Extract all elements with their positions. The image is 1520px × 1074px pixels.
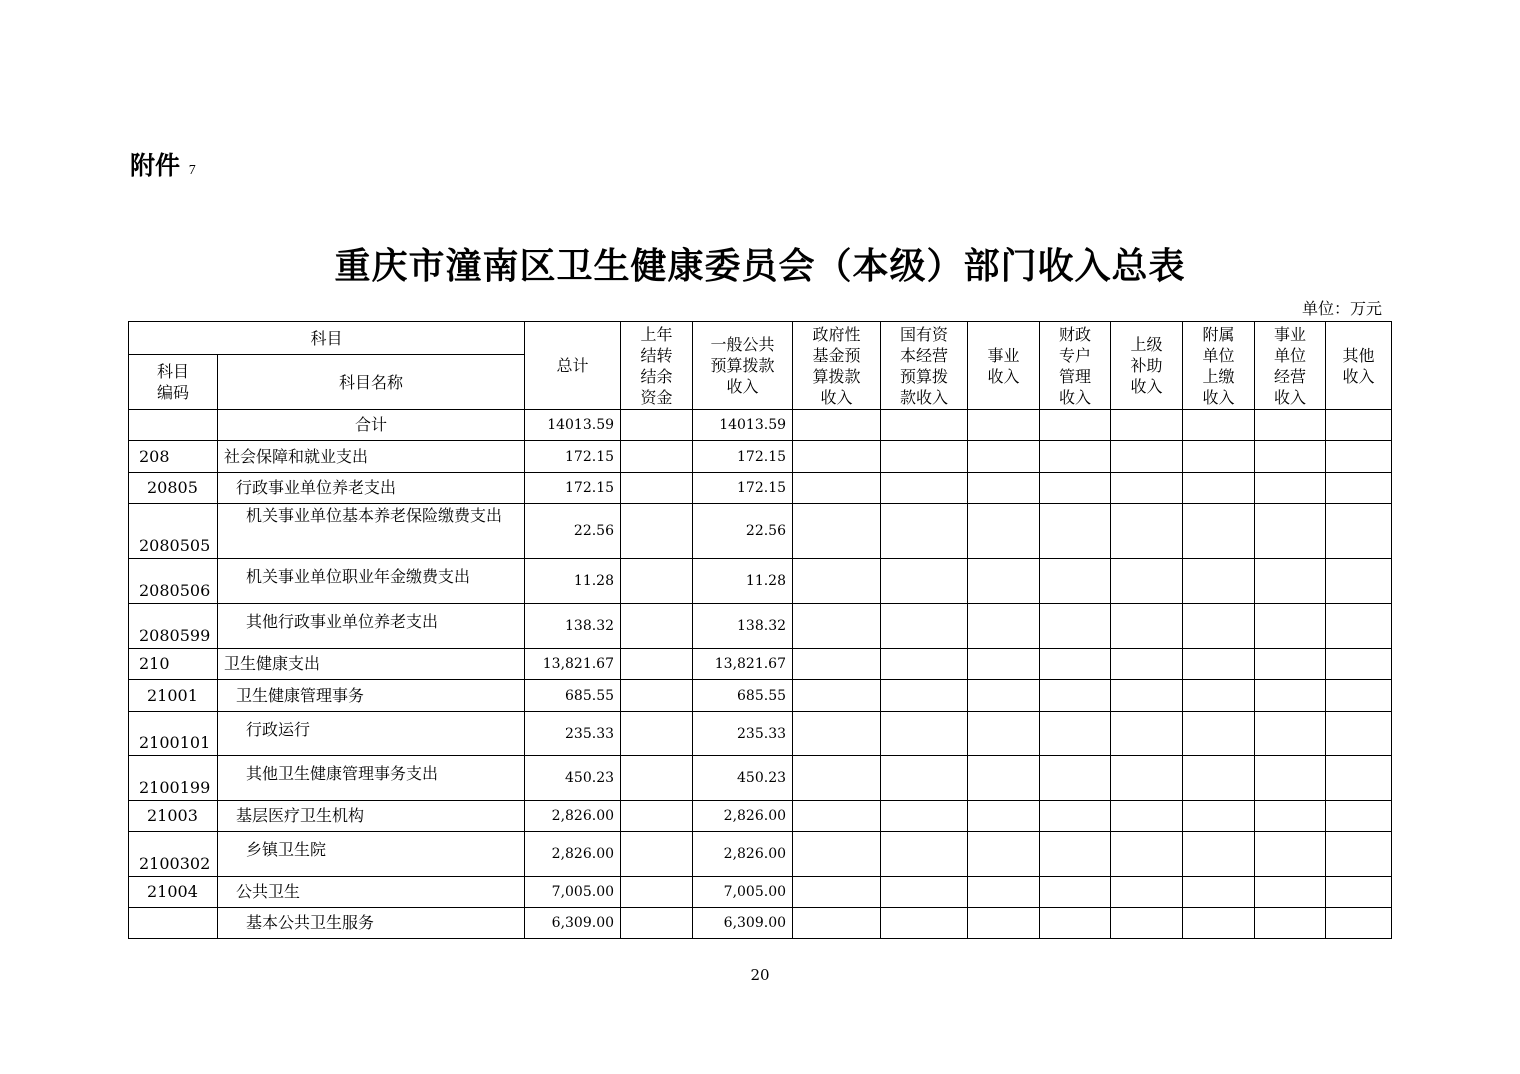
row-carryover (621, 832, 693, 877)
page-number: 20 (750, 966, 770, 984)
row-carryover (621, 712, 693, 756)
row-empty-cell (793, 712, 881, 756)
row-empty-cell (1326, 473, 1392, 504)
row-carryover (621, 473, 693, 504)
row-code: 21003 (129, 801, 218, 832)
row-empty-cell (1040, 756, 1111, 801)
row-empty-cell (1255, 473, 1326, 504)
table-row (129, 649, 1392, 680)
row-empty-cell (793, 756, 881, 801)
row-general: 235.33 (693, 712, 793, 756)
attachment-label (130, 146, 196, 182)
row-general: 2,826.00 (693, 832, 793, 877)
row-empty-cell (881, 877, 968, 908)
row-carryover (621, 877, 693, 908)
row-empty-cell (968, 504, 1040, 559)
row-general: 138.32 (693, 604, 793, 649)
row-empty-cell (1255, 441, 1326, 473)
row-empty-cell (1326, 649, 1392, 680)
header-special: 财政 专户 管理 收入 (1040, 322, 1111, 410)
table-row (129, 473, 1392, 504)
row-empty-cell (968, 680, 1040, 712)
row-empty-cell (793, 680, 881, 712)
row-carryover (621, 649, 693, 680)
row-empty-cell (1255, 712, 1326, 756)
income-table (128, 321, 1392, 939)
row-code: 2100302 (129, 832, 218, 877)
row-empty-cell (881, 908, 968, 939)
row-empty-cell (881, 504, 968, 559)
table-row (129, 604, 1392, 649)
row-name: 机关事业单位基本养老保险缴费支出 (218, 504, 525, 559)
row-empty-cell (968, 712, 1040, 756)
table-row (129, 559, 1392, 604)
attachment-text: 附件 (130, 151, 181, 180)
summary-label: 合计 (218, 410, 525, 441)
row-empty-cell (1040, 559, 1111, 604)
row-empty-cell (1111, 756, 1183, 801)
row-empty-cell (1326, 604, 1392, 649)
row-empty-cell (968, 604, 1040, 649)
row-total: 685.55 (525, 680, 621, 712)
row-code: 2100199 (129, 756, 218, 801)
row-empty-cell (1326, 908, 1392, 939)
row-name: 基本公共卫生服务 (218, 908, 525, 939)
row-empty-cell (1255, 908, 1326, 939)
row-empty-cell (793, 877, 881, 908)
row-empty-cell (1255, 559, 1326, 604)
row-empty-cell (1040, 680, 1111, 712)
row-empty-cell (1040, 504, 1111, 559)
header-business: 事业 收入 (968, 322, 1040, 410)
row-empty-cell (1255, 801, 1326, 832)
row-empty-cell (1183, 756, 1255, 801)
row-empty-cell (793, 801, 881, 832)
row-code: 21004 (129, 877, 218, 908)
row-empty-cell (968, 559, 1040, 604)
row-empty-cell (1111, 441, 1183, 473)
row-empty-cell (1183, 504, 1255, 559)
header-other: 其他 收入 (1326, 322, 1392, 410)
row-carryover (621, 908, 693, 939)
row-empty-cell (881, 649, 968, 680)
row-empty-cell (968, 441, 1040, 473)
row-empty-cell (1326, 712, 1392, 756)
header-general: 一般公共 预算拨款 收入 (693, 322, 793, 410)
row-empty-cell (1111, 712, 1183, 756)
row-empty-cell (1111, 877, 1183, 908)
row-empty-cell (1326, 504, 1392, 559)
header-code: 科目 编码 (129, 355, 218, 410)
row-empty-cell (1040, 908, 1111, 939)
header-operating: 事业 单位 经营 收入 (1255, 322, 1326, 410)
row-empty-cell (1111, 504, 1183, 559)
row-empty-cell (1111, 680, 1183, 712)
row-empty-cell (1183, 441, 1255, 473)
row-total: 22.56 (525, 504, 621, 559)
row-empty-cell (1183, 604, 1255, 649)
row-empty-cell (1326, 680, 1392, 712)
row-empty-cell (881, 712, 968, 756)
summary-general: 14013.59 (693, 410, 793, 441)
row-empty-cell (1183, 473, 1255, 504)
row-total: 11.28 (525, 559, 621, 604)
row-empty-cell (968, 908, 1040, 939)
row-carryover (621, 604, 693, 649)
row-total: 138.32 (525, 604, 621, 649)
row-empty-cell (881, 559, 968, 604)
row-empty-cell (793, 604, 881, 649)
row-total: 235.33 (525, 712, 621, 756)
row-name: 机关事业单位职业年金缴费支出 (218, 559, 525, 604)
row-empty-cell (1111, 473, 1183, 504)
row-general: 7,005.00 (693, 877, 793, 908)
row-total: 172.15 (525, 473, 621, 504)
row-empty-cell (1326, 441, 1392, 473)
row-general: 450.23 (693, 756, 793, 801)
row-code (129, 908, 218, 939)
table-row (129, 504, 1392, 559)
row-empty-cell (1255, 877, 1326, 908)
row-empty-cell (968, 832, 1040, 877)
row-empty-cell (1326, 832, 1392, 877)
row-empty-cell (968, 801, 1040, 832)
table-row (129, 680, 1392, 712)
row-name: 行政运行 (218, 712, 525, 756)
unit-label: 单位：万元 (1301, 299, 1382, 318)
attachment-number: 7 (188, 163, 196, 178)
table-row (129, 832, 1392, 877)
row-empty-cell (881, 680, 968, 712)
row-empty-cell (793, 504, 881, 559)
row-empty-cell (881, 473, 968, 504)
row-empty-cell (1183, 680, 1255, 712)
row-empty-cell (1255, 832, 1326, 877)
table-row (129, 712, 1392, 756)
header-gov-fund: 政府性 基金预 算拨款 收入 (793, 322, 881, 410)
row-name: 行政事业单位养老支出 (218, 473, 525, 504)
row-empty-cell (1255, 604, 1326, 649)
row-empty-cell (1183, 559, 1255, 604)
row-carryover (621, 559, 693, 604)
row-empty-cell (1040, 473, 1111, 504)
row-empty-cell (881, 756, 968, 801)
row-empty-cell (1111, 908, 1183, 939)
row-empty-cell (1255, 756, 1326, 801)
row-code: 2100101 (129, 712, 218, 756)
table-row (129, 908, 1392, 939)
row-empty-cell (1111, 832, 1183, 877)
row-empty-cell (1326, 756, 1392, 801)
row-name: 卫生健康支出 (218, 649, 525, 680)
row-empty-cell (1111, 559, 1183, 604)
row-empty-cell (1040, 801, 1111, 832)
row-general: 172.15 (693, 441, 793, 473)
row-empty-cell (793, 908, 881, 939)
summary-code-cell (129, 410, 218, 441)
row-empty-cell (1040, 604, 1111, 649)
row-name: 卫生健康管理事务 (218, 680, 525, 712)
row-total: 6,309.00 (525, 908, 621, 939)
header-state-capital: 国有资 本经营 预算拨 款收入 (881, 322, 968, 410)
row-code: 2080505 (129, 504, 218, 559)
row-carryover (621, 441, 693, 473)
row-empty-cell (968, 649, 1040, 680)
row-code: 21001 (129, 680, 218, 712)
header-total: 总计 (525, 322, 621, 410)
row-general: 172.15 (693, 473, 793, 504)
row-total: 450.23 (525, 756, 621, 801)
row-code: 20805 (129, 473, 218, 504)
row-general: 685.55 (693, 680, 793, 712)
row-carryover (621, 801, 693, 832)
row-empty-cell (1040, 832, 1111, 877)
page-title: 重庆市潼南区卫生健康委员会（本级）部门收入总表 (334, 246, 1186, 287)
row-carryover (621, 756, 693, 801)
row-empty-cell (881, 832, 968, 877)
row-empty-cell (1040, 441, 1111, 473)
header-superior: 上级 补助 收入 (1111, 322, 1183, 410)
row-empty-cell (1040, 712, 1111, 756)
row-total: 2,826.00 (525, 832, 621, 877)
row-empty-cell (1111, 801, 1183, 832)
row-general: 13,821.67 (693, 649, 793, 680)
row-code: 210 (129, 649, 218, 680)
row-empty-cell (968, 756, 1040, 801)
row-general: 11.28 (693, 559, 793, 604)
header-carryover: 上年 结转 结余 资金 (621, 322, 693, 410)
table-row (129, 801, 1392, 832)
row-empty-cell (881, 441, 968, 473)
table-row (129, 441, 1392, 473)
header-affiliated: 附属 单位 上缴 收入 (1183, 322, 1255, 410)
row-empty-cell (1255, 649, 1326, 680)
row-code: 2080599 (129, 604, 218, 649)
row-name: 其他行政事业单位养老支出 (218, 604, 525, 649)
row-empty-cell (881, 801, 968, 832)
row-general: 2,826.00 (693, 801, 793, 832)
row-name: 社会保障和就业支出 (218, 441, 525, 473)
row-empty-cell (1326, 559, 1392, 604)
row-empty-cell (793, 441, 881, 473)
row-total: 13,821.67 (525, 649, 621, 680)
row-empty-cell (1183, 649, 1255, 680)
row-empty-cell (1183, 712, 1255, 756)
row-general: 6,309.00 (693, 908, 793, 939)
row-name: 公共卫生 (218, 877, 525, 908)
row-empty-cell (881, 604, 968, 649)
row-empty-cell (793, 649, 881, 680)
row-empty-cell (1255, 504, 1326, 559)
row-carryover (621, 504, 693, 559)
row-general: 22.56 (693, 504, 793, 559)
row-empty-cell (1326, 801, 1392, 832)
row-total: 2,826.00 (525, 801, 621, 832)
row-empty-cell (1183, 801, 1255, 832)
row-empty-cell (793, 559, 881, 604)
row-empty-cell (1183, 832, 1255, 877)
summary-total: 14013.59 (525, 410, 621, 441)
summary-row (129, 410, 1392, 441)
table-row (129, 756, 1392, 801)
row-empty-cell (1040, 877, 1111, 908)
row-empty-cell (793, 832, 881, 877)
row-empty-cell (793, 473, 881, 504)
row-carryover (621, 680, 693, 712)
row-empty-cell (968, 473, 1040, 504)
row-code: 208 (129, 441, 218, 473)
row-empty-cell (1183, 908, 1255, 939)
header-name: 科目名称 (218, 355, 525, 410)
row-empty-cell (1255, 680, 1326, 712)
row-empty-cell (1326, 877, 1392, 908)
row-code: 2080506 (129, 559, 218, 604)
row-empty-cell (1183, 877, 1255, 908)
row-empty-cell (1111, 649, 1183, 680)
row-empty-cell (968, 877, 1040, 908)
row-name: 乡镇卫生院 (218, 832, 525, 877)
row-empty-cell (1111, 604, 1183, 649)
row-name: 其他卫生健康管理事务支出 (218, 756, 525, 801)
row-total: 7,005.00 (525, 877, 621, 908)
row-total: 172.15 (525, 441, 621, 473)
row-name: 基层医疗卫生机构 (218, 801, 525, 832)
table-row (129, 877, 1392, 908)
row-empty-cell (1040, 649, 1111, 680)
header-subject: 科目 (129, 322, 525, 355)
